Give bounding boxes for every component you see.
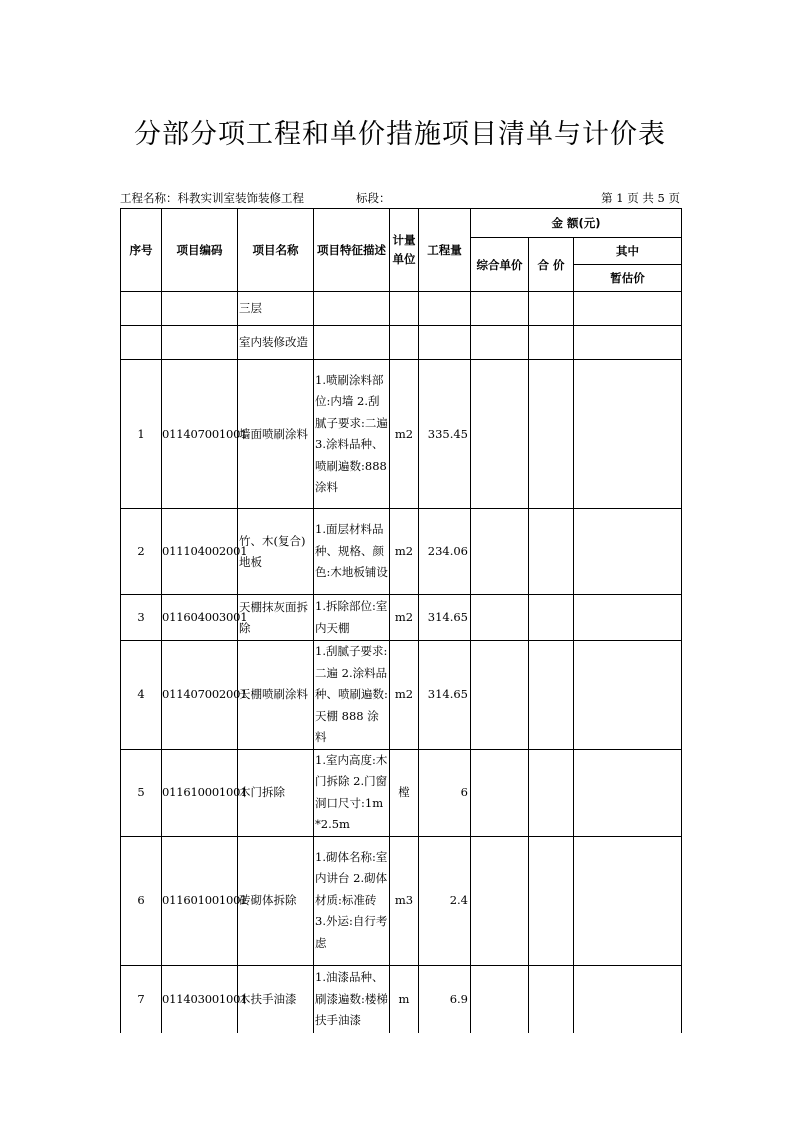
header-of-which: 其中: [574, 238, 682, 265]
cell-qty: 6.9: [419, 965, 471, 1033]
group-row: [121, 292, 682, 326]
cell-unit: m2: [390, 360, 419, 509]
table-row: [121, 641, 682, 750]
table-row: [121, 509, 682, 595]
cell-seq: 3: [121, 595, 162, 641]
cell-unit: m: [390, 965, 419, 1033]
cell-desc: 1.油漆品种、刷漆遍数:楼梯扶手油漆: [314, 965, 390, 1033]
project-name: 工程名称：科教实训室装饰装修工程: [120, 191, 304, 205]
cell-unit: m3: [390, 836, 419, 965]
cell-unit: m2: [390, 595, 419, 641]
group-name: 三层: [238, 292, 314, 326]
cell-desc: 1.刮腻子要求:二遍 2.涂料品种、喷刷遍数:天棚 888 涂料: [314, 641, 390, 750]
cell-qty: 314.65: [419, 641, 471, 750]
section-label: 标段：: [356, 191, 391, 205]
cell-code: 011407002001: [162, 641, 238, 750]
cell-code: 011601001001: [162, 836, 238, 965]
cell-qty: 2.4: [419, 836, 471, 965]
cell-desc: 1.喷刷涂料部位:内墙 2.刮腻子要求:二遍 3.涂料品种、喷刷遍数:888涂料: [314, 360, 390, 509]
cell-desc: 1.室内高度:木门拆除 2.门窗洞口尺寸:1m*2.5m: [314, 749, 390, 836]
cell-name: 木门拆除: [238, 749, 314, 836]
header-name: 项目名称: [238, 209, 314, 292]
cell-qty: 335.45: [419, 360, 471, 509]
cell-unit: m2: [390, 509, 419, 595]
cell-seq: 1: [121, 360, 162, 509]
table-row: [121, 965, 682, 1033]
table-row: [121, 749, 682, 836]
cell-seq: 6: [121, 836, 162, 965]
table-row: [121, 836, 682, 965]
cell-seq: 7: [121, 965, 162, 1033]
header-total: 合 价: [529, 238, 574, 292]
cell-code: 011610001001: [162, 749, 238, 836]
group-row: [121, 326, 682, 360]
header-desc: 项目特征描述: [314, 209, 390, 292]
cell-code: 011104002001: [162, 509, 238, 595]
page-indicator: 第 1 页 共 5 页: [601, 191, 680, 205]
cell-seq: 4: [121, 641, 162, 750]
page-title: 分部分项工程和单价措施项目清单与计价表: [134, 119, 666, 150]
cell-seq: 5: [121, 749, 162, 836]
header-provisional: 暂估价: [574, 265, 682, 292]
cell-qty: 6: [419, 749, 471, 836]
cell-code: 011407001001: [162, 360, 238, 509]
header-unit: 计量单位: [390, 209, 419, 292]
group-name: 室内装修改造: [238, 326, 314, 360]
header-code: 项目编码: [162, 209, 238, 292]
header-seq: 序号: [121, 209, 162, 292]
cell-unit: m2: [390, 641, 419, 750]
table-row: [121, 595, 682, 641]
cell-name: 木扶手油漆: [238, 965, 314, 1033]
cell-name: 天棚抹灰面拆除: [238, 595, 314, 641]
cell-desc: 1.拆除部位:室内天棚: [314, 595, 390, 641]
cell-name: 天棚喷刷涂料: [238, 641, 314, 750]
cell-code: 011403001001: [162, 965, 238, 1033]
meta-line: [120, 190, 680, 206]
cell-desc: 1.砌体名称:室内讲台 2.砌体材质:标准砖 3.外运:自行考虑: [314, 836, 390, 965]
cell-qty: 234.06: [419, 509, 471, 595]
header-unit-price: 综合单价: [471, 238, 529, 292]
header-qty: 工程量: [419, 209, 471, 292]
cell-desc: 1.面层材料品种、规格、颜色:木地板铺设: [314, 509, 390, 595]
cell-code: 011604003001: [162, 595, 238, 641]
cell-name: 竹、木(复合)地板: [238, 509, 314, 595]
table-row: [121, 360, 682, 509]
cell-qty: 314.65: [419, 595, 471, 641]
cell-name: 砖砌体拆除: [238, 836, 314, 965]
header-amount: 金 额(元): [471, 209, 682, 238]
bill-table: [120, 208, 682, 1033]
cell-seq: 2: [121, 509, 162, 595]
cell-unit: 樘: [390, 749, 419, 836]
cell-name: 墙面喷刷涂料: [238, 360, 314, 509]
